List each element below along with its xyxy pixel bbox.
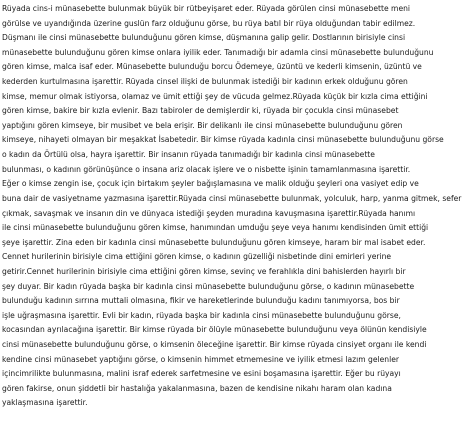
text-line: gören fakirse, onun şiddetli bir hastalığa yakalanmasına, bazen de kendisine nikahı haram olan kadına [2, 383, 392, 393]
text-line: işle uğraşmasına işarettir. Evli bir kadın, rüyada başka bir kadınla cinsi münasebette bulunduğunu görse, [2, 310, 401, 320]
text-line: gören kimse, malca isaf eder. Münasebette bulunduğu borcu Ödemeye, üzüntü ve kederli kimsenin, üzüntü ve [2, 62, 422, 72]
text-line: görülse ve uyandığında üzerine guslün farz olduğunu görse, bu rüya batıl bir rüya olduğundan tabir edilmez. [2, 18, 416, 28]
text-line: ile cinsi münasebette bulunduğunu gören kimse, hanımından umduğu şeye veya hanımı kendisinden ümit ettiği [2, 223, 429, 233]
article-text [2, 0, 470, 411]
text-line: Eğer o kimse zengin ise, çocuk için birtakım şeyler bağışlamasına ve malik olduğu şeyleri ona vasiyet edip ve [2, 179, 419, 189]
text-line: cinsi münasebette bulunduğunu görse, o kimsenin öleceğine işarettir. Bir kimse rüyada cinsiyet organı ile kendi [2, 340, 427, 350]
text-line: Cennet hurilerinin birisiyle cima ettiğini gören kimse, o kadının güzelliği nisbetinde dini emirleri yerine [2, 252, 392, 262]
text-line: münasebette bulunduğunu gören kimse onlara iyilik eder. Tanımadığı bir adamla cinsi münasebette bulunduğunu [2, 47, 434, 57]
text-line: Düşmanı ile cinsi münasebette bulunduğunu gören kimse, düşmanına galip gelir. Dostlarının birisiyle cinsi [2, 33, 406, 43]
text-line: kendine cinsi münasebet yaptığını görse, o kimsenin himmet etmemesine ve iyilik etmesi lazım gelenler [2, 354, 400, 364]
text-line: getirir.Cennet hurilerinin birisiyle cima ettiğini gören kimse, sevinç ve ferahlıkla dini bahislerden hayırlı bir [2, 266, 406, 276]
text-line: o kadın da Örtülü olsa, hayra işarettir. Bir insanın rüyada tanımadığı bir kadınla cinsi münasebette [2, 150, 375, 160]
text-line: kimse, memur olmak istiyorsa, olamaz ve ümit ettiği şey de vücuda gelmez.Rüyada küçük bir kızla cima ettiğini [2, 91, 428, 101]
text-line: kocasından ayrılacağına işarettir. Bir kimse rüyada bir ölüyle münasebette bulunduğunu veya ölünün kendisiyle [2, 325, 427, 335]
text-line: içincimrilikte bulunmasına, malini israf ederek sarfetmesine ve esini boşamasına işarettir. Eğer bu rüyayı [2, 369, 401, 379]
text-line: yaklaşmasına işarettir. [2, 398, 88, 408]
text-line: kederden kurtulmasına işarettir. Rüyada cinsel ilişki de bulunmak istediği bir kadının erkek olduğunu gören [2, 77, 408, 87]
text-line: Rüyada cins-i münasebette bulunmak büyük bir rütbeyişaret eder. Rüyada görülen cinsi münasebette meni [2, 4, 411, 13]
text-line: buna dair de vasiyetname yazmasına işarettir.Rüyada cinsi münasebette bulunmak, yolculuk, harp, yanma gitmek, sefer [2, 193, 462, 203]
text-line: şeye işarettir. Zina eden bir kadınla cinsi münasebette bulunduğunu gören kimseye, haram bir mal isabet eder. [2, 237, 426, 247]
text-line: şey duyar. Bir kadın rüyada başka bir kadınla cinsi münasebette bulunduğunu görse, o kadının münasebette [2, 281, 415, 291]
text-line: çıkmak, savaşmak ve insanın din ve dünyaca istediği şeyden muradına kavuşmasına işarettir.Rüyada hanımı [2, 208, 416, 218]
text-line: gören kimse, bakire bir kızla evlenir. Bazı tabiroler de demişlerdir ki, rüyada bir çocukla cinsi münasebet [2, 106, 399, 116]
text-line: bulunduğu kadının sırrına muttali olmasına, fikir ve hareketlerinde bulunduğu kadını tanımıyorsa, bos bir [2, 296, 400, 306]
text-line: yaptığını gören kimseye, bir musibet ve bela erişir. Bir delikanlı ile cinsi münasebette bulunduğunu gören [2, 120, 403, 130]
text-line: bulunması, o kadının görünüşünce o insana ariz olacak işlere ve o nisbette işinin tamamlanmasına işarettir. [2, 164, 411, 174]
text-line: kimseye, nihayeti olmayan bir meşakkat İsabetedir. Bir kimse rüyada kadınla cinsi münasebette bulunduğunu görse [2, 135, 444, 145]
